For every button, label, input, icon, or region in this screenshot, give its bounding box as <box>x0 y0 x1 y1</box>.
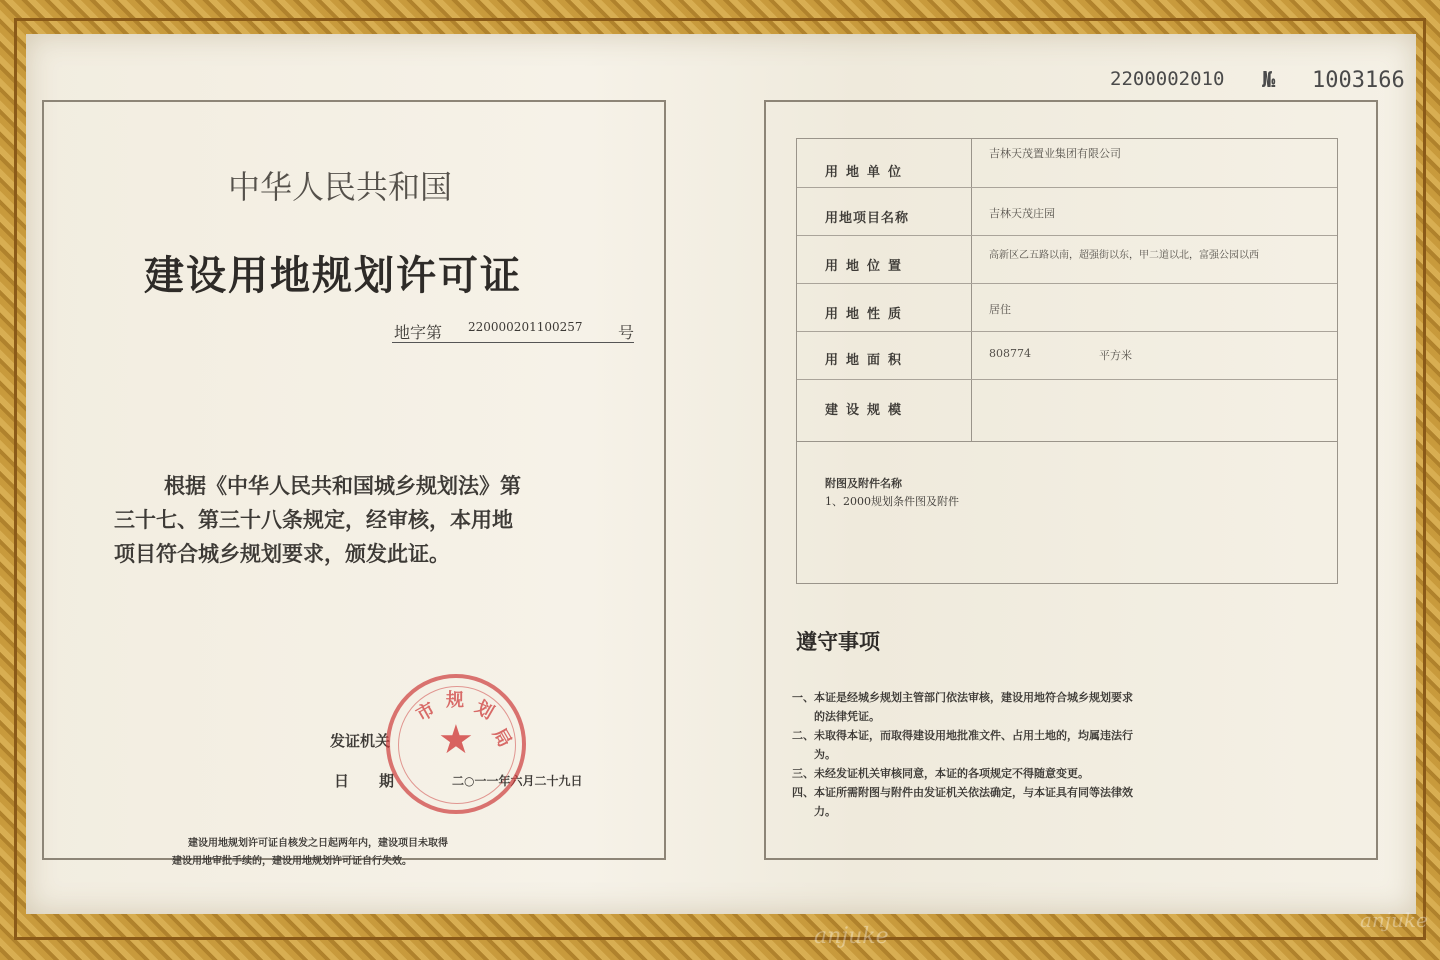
row-value: 吉林天茂庄园 <box>989 207 1055 220</box>
rule-line: 一、本证是经城乡规划主管部门依法审核，建设用地符合城乡规划要求 <box>792 691 1133 704</box>
rule-line: 四、本证所需附图与附件由发证机关依法确定，与本证具有同等法律效 <box>792 786 1133 799</box>
certificate-paper <box>26 34 1416 914</box>
permit-suffix: 号 <box>618 323 635 342</box>
permit-prefix: 地字第 <box>394 323 443 342</box>
row-label: 建设规模 <box>825 403 910 418</box>
attachments-item: 1、2000规划条件图及附件 <box>825 495 959 508</box>
body-line-3: 项目符合城乡规划要求，颁发此证。 <box>114 542 450 566</box>
table-row <box>797 139 1337 188</box>
table-row <box>797 283 1337 332</box>
rule-line: 力。 <box>792 805 836 818</box>
row-label: 用地单位 <box>825 165 910 180</box>
row-label: 用地位置 <box>825 259 910 274</box>
country-name: 中华人民共和国 <box>228 168 453 206</box>
body-line-1: 根据《中华人民共和国城乡规划法》第 <box>164 474 521 498</box>
no-prefix: № <box>1262 68 1276 93</box>
row-value: 高新区乙五路以南，超强街以东，甲二道以北，富强公园以西 <box>989 250 1259 261</box>
serial-code: 2200002010 <box>1110 68 1225 90</box>
rules-title: 遵守事项 <box>796 630 880 654</box>
row-label: 用地项目名称 <box>825 211 910 226</box>
row-value: 吉林天茂置业集团有限公司 <box>989 147 1121 160</box>
row-label: 用地面积 <box>825 353 910 368</box>
rule-line: 的法律凭证。 <box>792 710 880 723</box>
rule-line: 二、未取得本证，而取得建设用地批准文件、占用土地的，均属违法行 <box>792 729 1133 742</box>
watermark-corner: anjuke <box>1360 908 1428 932</box>
table-row <box>797 235 1337 284</box>
body-line-2: 三十七、第三十八条规定，经审核，本用地 <box>114 508 513 532</box>
right-panel <box>764 100 1378 860</box>
left-panel <box>42 100 666 867</box>
row-unit: 平方米 <box>1099 349 1132 362</box>
rule-line: 为。 <box>792 748 836 761</box>
watermark: anjuke <box>814 924 889 949</box>
rule-line: 三、未经发证机关审核同意，本证的各项规定不得随意变更。 <box>792 767 1089 780</box>
row-label: 用地性质 <box>825 307 910 322</box>
land-info-table <box>796 138 1338 584</box>
attachments-title: 附图及附件名称 <box>825 477 902 490</box>
table-row <box>797 187 1337 236</box>
date-label: 日 期 <box>334 772 395 790</box>
permit-number: 220000201100257 <box>468 320 583 334</box>
official-seal: ★ 市 规 划 局 <box>386 674 526 814</box>
issuer-label: 发证机关 <box>330 732 391 750</box>
row-value: 居住 <box>989 303 1011 316</box>
date-value: 二○一一年六月二十九日 <box>452 774 583 788</box>
table-row <box>797 331 1337 380</box>
footer-line-1: 建设用地规划许可证自核发之日起两年内，建设项目未取得 <box>188 838 448 849</box>
permit-title: 建设用地规划许可证 <box>144 253 522 299</box>
seal-star-icon: ★ <box>438 717 474 763</box>
permit-underline <box>392 342 634 343</box>
table-row <box>797 379 1337 442</box>
row-value: 808774 <box>989 347 1031 360</box>
rules-list <box>792 688 1332 821</box>
footer-line-2: 建设用地审批手续的，建设用地规划许可证自行失效。 <box>172 856 412 867</box>
no-value: 1003166 <box>1312 68 1405 93</box>
